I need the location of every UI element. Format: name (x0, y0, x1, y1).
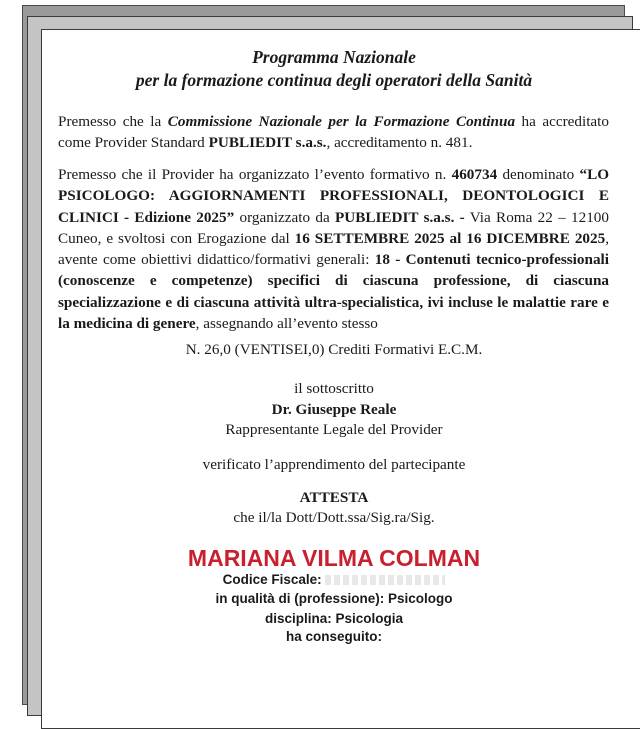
header-line-1: Programma Nazionale (252, 47, 416, 67)
profession-line: in qualità di (professione): Psicologo (215, 591, 453, 606)
event-title: “LO PSICOLOGO: AGGIORNAMENTI PROFESSIONALI, DEONTOLOGICI E CLINICI - Edizione 2025” (58, 166, 610, 226)
credits-line: N. 26,0 (VENTISEI,0) Crediti Formativi E.C.M. (185, 341, 483, 358)
discipline-line: disciplina: Psicologia (264, 611, 404, 626)
event-date-range: 16 SETTEMBRE 2025 al 16 DICEMBRE 2025 (294, 229, 606, 247)
header-line-2: per la formazione continua degli operatori della Sanità (135, 70, 533, 90)
commission-name: Commissione Nazionale per la Formazione Continua (167, 113, 516, 130)
signatory-intro: il sottoscritto (294, 380, 374, 397)
achieved-line: ha conseguito: (285, 629, 382, 644)
event-objective: 18 - Contenuti tecnico-professionali (conoscenze e competenze) specifici di ciascuna professione, di ciascuna specializzazione e di ciascuna attività ultra-specialistica, ivi incluse le malattie rare e la medicina di genere (58, 251, 609, 333)
paragraph-event: Premesso che il Provider ha organizzato l’evento formativo n. 460734 denominato “LO PSICOLOGO: AGGIORNAMENTI PROFESSIONALI, DEONTOLOGICI E CLINICI - Edizione 2025” organizzato da PUBLIEDIT s.a.s. - Via Roma 22 – 12100 Cuneo, e svoltosi con Erogazione dal 16 SETTEMBRE 2025 al 16 DICEMBRE 2025, avente come obiettivi didattico/formativi generali: 18 - Contenuti tecnico-professionali (conoscenze e competenze) specifici di ciascuna professione, di ciascuna specializzazione e di ciascuna attività ultra-specialistica, ivi incluse le malattie rare e la medicina di genere, assegnando all’evento stesso (58, 166, 610, 333)
fiscal-code-line: Codice Fiscale: (58, 570, 610, 589)
signatory-name: Dr. Giuseppe Reale (271, 401, 397, 418)
attesta-subline: che il/la Dott/Dott.ssa/Sig.ra/Sig. (233, 509, 435, 526)
provider-name: PUBLIEDIT s.a.s. (208, 134, 327, 152)
event-number: 460734 (451, 166, 498, 183)
participant-name: MARIANA VILMA COLMAN (187, 545, 481, 571)
attesta-heading: ATTESTA (299, 489, 369, 506)
signatory-role: Rappresentante Legale del Provider (225, 421, 443, 438)
verification-line: verificato l’apprendimento del partecipante (202, 456, 466, 473)
fiscal-code-redacted (325, 575, 445, 585)
organizer-name: PUBLIEDIT s.a.s. - (335, 208, 465, 226)
paragraph-accreditation: Premesso che la Commissione Nazionale per la Formazione Continua ha accreditato come Provider Standard PUBLIEDIT s.a.s., accreditamento n. 481. (58, 113, 609, 152)
